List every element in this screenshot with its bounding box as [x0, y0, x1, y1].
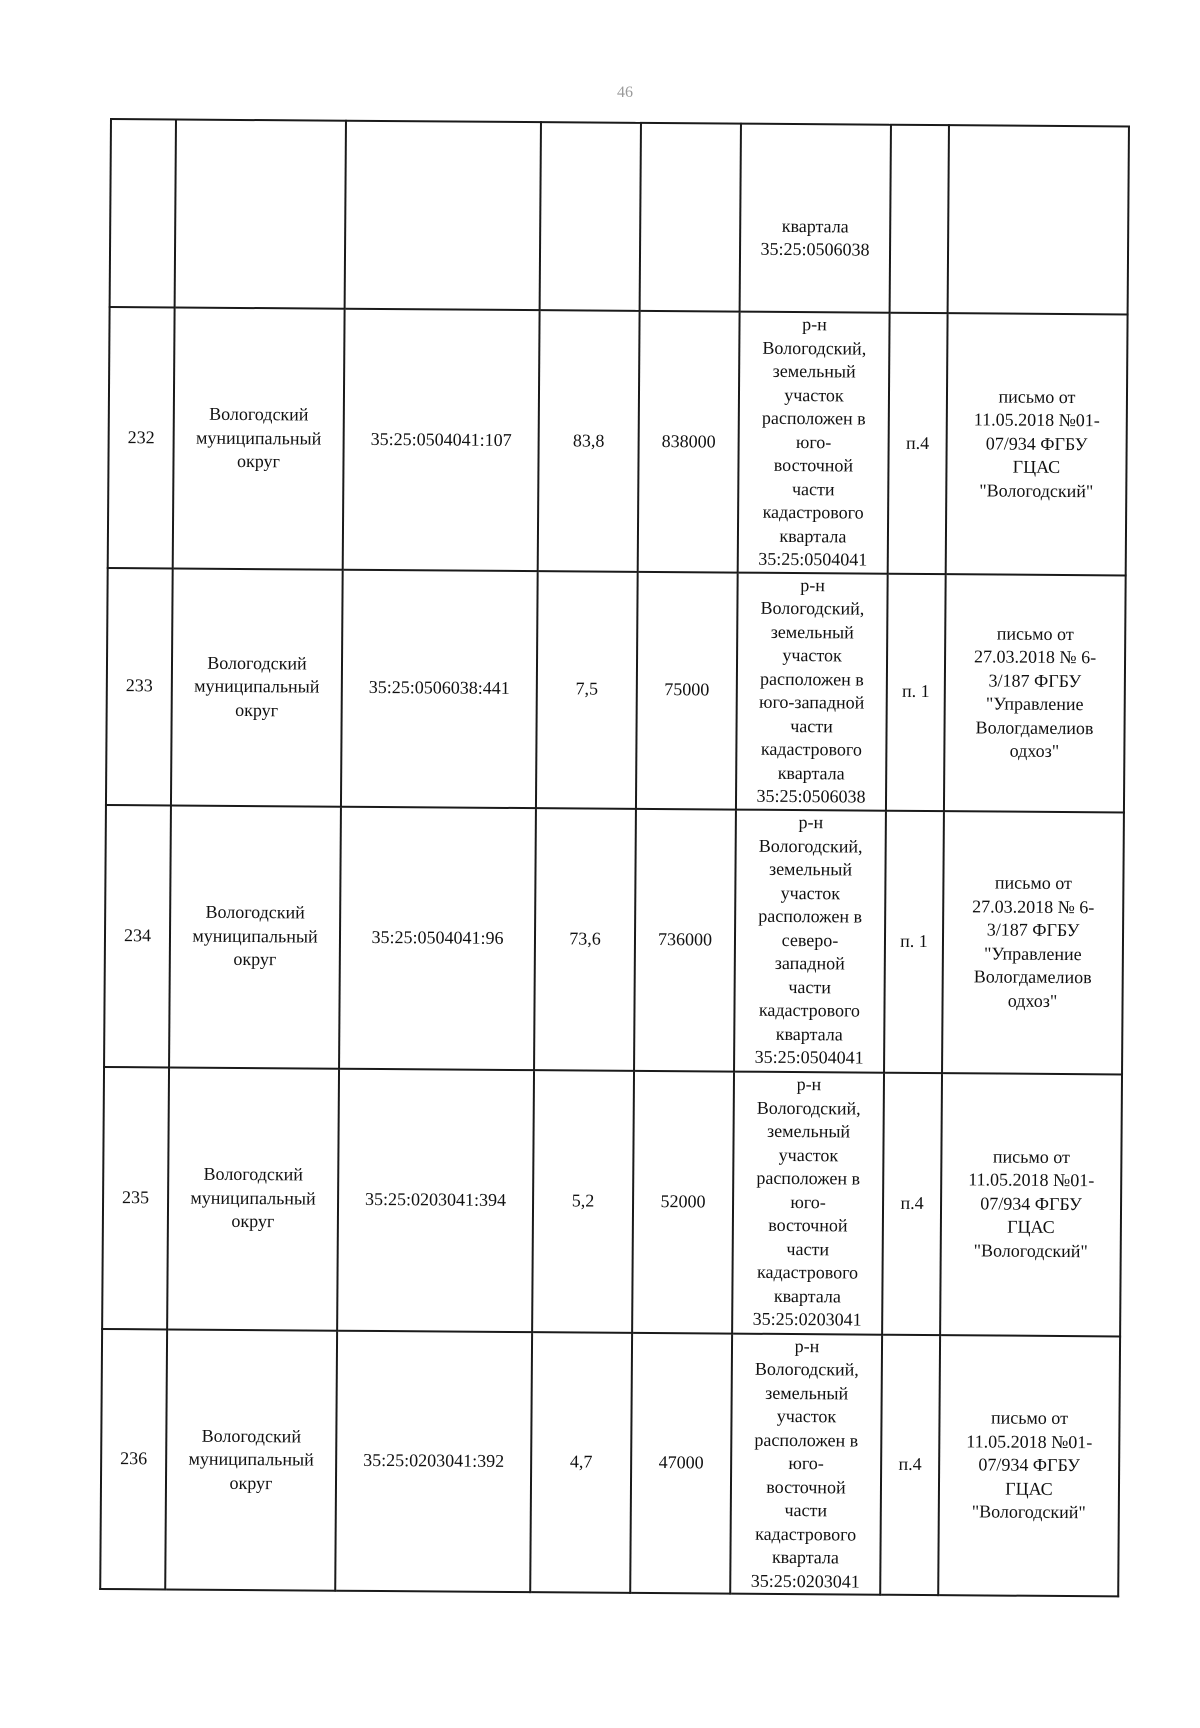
table-row	[108, 307, 1128, 575]
description-cell	[738, 312, 890, 574]
basis-line: ГЦАС	[1005, 1478, 1053, 1499]
municipality-line: Вологодский	[205, 901, 305, 923]
clause-cell: п.4	[882, 1072, 942, 1334]
clause-cell: п. 1	[884, 810, 944, 1072]
description-line: расположен в	[759, 668, 864, 690]
description-line: Вологодский,	[760, 597, 865, 619]
description-line: восточной	[768, 1215, 848, 1236]
description-line: 35:25:0203041	[752, 1308, 862, 1330]
description-line: расположен в	[754, 1429, 859, 1451]
description-line: земельный	[770, 621, 854, 642]
basis-line: "Вологодский"	[971, 1501, 1086, 1523]
basis-line: 3/187 ФГБУ	[986, 919, 1080, 941]
basis-line: 07/934 ФГБУ	[978, 1454, 1081, 1476]
description-line: восточной	[766, 1476, 846, 1497]
cadastral-number-cell: 35:25:0203041:392	[335, 1330, 532, 1592]
amount-cell: 52000	[632, 1070, 734, 1333]
description-cell	[730, 1333, 882, 1595]
description-line: р-н	[796, 1074, 822, 1095]
description-line: 35:25:0504041	[758, 548, 868, 570]
cadastral-number-cell: 35:25:0504041:107	[343, 309, 540, 571]
num-cell: 235	[102, 1066, 169, 1328]
amount-cell	[640, 123, 741, 312]
cadastral-number-cell: 35:25:0506038:441	[341, 569, 538, 807]
description-line: 35:25:0506038	[760, 238, 870, 260]
description-line: части	[786, 1238, 830, 1260]
description-line: р-н	[798, 812, 824, 833]
municipality-line: муниципальный	[188, 1448, 314, 1470]
description-line: юго-	[790, 1191, 826, 1213]
amount-cell: 47000	[630, 1332, 732, 1593]
clause-cell: п. 1	[886, 573, 946, 810]
area-cell	[540, 122, 641, 311]
description-line: 35:25:0504041	[754, 1047, 864, 1068]
basis-line: Вологдамелиов	[973, 966, 1092, 988]
description-line: 35:25:0203041	[750, 1570, 860, 1592]
municipality-line: Вологодский	[203, 1163, 303, 1185]
cadastral-number-cell: 35:25:0504041:96	[339, 806, 536, 1069]
basis-line: 11.05.2018 №01-	[968, 1169, 1095, 1191]
amount-cell: 736000	[634, 808, 736, 1071]
description-line: кадастрового	[756, 1262, 859, 1283]
basis-line: 11.05.2018 №01-	[966, 1430, 1093, 1452]
municipality-cell	[165, 1329, 337, 1591]
table-row	[100, 1328, 1120, 1596]
description-line: р-н	[794, 1335, 820, 1356]
basis-line: письмо от	[996, 623, 1074, 644]
municipality-line: муниципальный	[192, 925, 318, 947]
description-line: земельный	[765, 1382, 849, 1403]
num-cell: 232	[108, 307, 175, 568]
basis-cell	[948, 125, 1129, 314]
municipality-line: Вологодский	[201, 1425, 302, 1446]
num-cell: 236	[100, 1328, 167, 1589]
basis-line: 27.03.2018 № 6-	[973, 646, 1097, 668]
municipality-line: муниципальный	[190, 1187, 316, 1209]
municipality-line: округ	[236, 450, 280, 472]
area-cell: 7,5	[536, 571, 638, 809]
basis-cell	[944, 574, 1126, 812]
description-line: Вологодский,	[758, 835, 863, 857]
municipality-line: округ	[235, 699, 279, 720]
page-number: 46	[617, 84, 633, 101]
description-line: земельный	[768, 859, 853, 880]
description-line: части	[784, 1499, 828, 1521]
table-row	[102, 1066, 1122, 1335]
basis-cell	[938, 1335, 1120, 1597]
description-line: Вологодский,	[754, 1358, 859, 1380]
municipality-line: округ	[229, 1472, 273, 1493]
description-line: 35:25:0506038	[756, 785, 866, 807]
description-line: кадастрового	[762, 501, 864, 523]
basis-cell	[942, 811, 1124, 1074]
description-line: юго-западной	[759, 691, 865, 713]
basis-line: письмо от	[994, 872, 1072, 894]
description-line: участок	[776, 1405, 837, 1427]
area-cell: 73,6	[534, 808, 636, 1071]
description-line: квартала	[775, 1023, 843, 1045]
num-cell	[110, 119, 176, 307]
basis-line: 07/934 ФГБУ	[980, 1193, 1082, 1214]
description-line: квартала	[777, 762, 845, 783]
basis-line: "Вологодский"	[979, 479, 1094, 501]
cadastral-number-cell	[345, 121, 541, 310]
municipality-line: Вологодский	[207, 652, 307, 674]
description-line: Вологодский,	[762, 337, 867, 359]
area-cell: 83,8	[538, 310, 640, 571]
description-line: расположен в	[758, 906, 863, 927]
municipality-cell	[169, 805, 341, 1068]
clause-cell: п.4	[888, 313, 948, 574]
description-line: северо-	[781, 929, 839, 951]
description-line: р-н	[802, 314, 827, 335]
description-cell	[736, 572, 888, 810]
basis-line: одхоз"	[1007, 990, 1058, 1011]
description-line: квартала	[779, 525, 847, 546]
table-row	[106, 567, 1126, 811]
basis-line: "Вологодский"	[973, 1240, 1088, 1261]
municipality-cell	[175, 119, 346, 308]
description-line: части	[791, 478, 835, 499]
basis-line: "Управление	[984, 942, 1082, 964]
description-line: квартала	[773, 1285, 841, 1307]
description-cell	[734, 809, 886, 1072]
municipality-line: муниципальный	[195, 427, 322, 449]
amount-cell: 75000	[636, 571, 738, 809]
description-line: квартала	[781, 215, 849, 236]
description-line: земельный	[767, 1121, 851, 1142]
description-line: участок	[782, 644, 842, 666]
description-cell	[740, 124, 891, 313]
basis-line: письмо от	[990, 1407, 1069, 1429]
description-line: части	[788, 976, 831, 998]
document-sheet	[99, 118, 1128, 1597]
basis-line: письмо от	[998, 386, 1076, 407]
municipality-cell	[171, 568, 343, 806]
description-line: участок	[784, 384, 844, 405]
continuation-row	[110, 119, 1129, 314]
amount-cell: 838000	[638, 311, 740, 572]
cadastral-number-cell: 35:25:0203041:394	[337, 1068, 534, 1331]
basis-line: одхоз"	[1009, 740, 1060, 761]
area-cell: 5,2	[532, 1070, 634, 1333]
basis-line: 3/187 ФГБУ	[988, 669, 1082, 691]
num-cell: 233	[106, 567, 173, 804]
description-line: западной	[774, 953, 845, 974]
description-line: кадастрового	[755, 1523, 857, 1545]
description-line: кадастрового	[760, 738, 862, 760]
basis-line: Вологдамелиов	[975, 716, 1094, 738]
basis-line: "Управление	[985, 693, 1084, 715]
municipality-cell	[173, 307, 345, 569]
municipality-line: Вологодский	[209, 403, 309, 425]
description-line: квартала	[771, 1546, 840, 1568]
description-line: кадастрового	[758, 1000, 861, 1021]
description-line: юго-	[788, 1453, 824, 1474]
basis-cell	[946, 313, 1128, 575]
description-line: юго-	[795, 431, 832, 452]
basis-line: 11.05.2018 №01-	[973, 409, 1100, 431]
table-body	[100, 119, 1129, 1596]
description-line: участок	[778, 1144, 839, 1166]
description-line: Вологодский,	[756, 1097, 861, 1119]
clause-cell: п.4	[880, 1334, 940, 1595]
description-line: расположен в	[761, 407, 866, 429]
description-line: участок	[780, 882, 841, 904]
num-cell: 234	[104, 804, 171, 1066]
description-line: р-н	[800, 574, 825, 595]
municipality-line: муниципальный	[194, 675, 320, 697]
table-row	[104, 804, 1124, 1073]
basis-line: 27.03.2018 № 6-	[972, 895, 1095, 917]
basis-line: 07/934 ФГБУ	[985, 432, 1088, 454]
municipality-cell	[167, 1067, 339, 1330]
description-line: земельный	[772, 360, 856, 382]
basis-line: ГЦАС	[1012, 456, 1061, 477]
description-line: расположен в	[756, 1168, 861, 1189]
basis-line: ГЦАС	[1007, 1216, 1055, 1238]
description-cell	[732, 1071, 884, 1334]
area-cell: 4,7	[530, 1332, 632, 1593]
municipality-line: округ	[233, 949, 277, 970]
description-line: части	[790, 715, 833, 736]
basis-cell	[940, 1073, 1122, 1336]
clause-cell	[890, 125, 949, 313]
land-plot-table	[99, 118, 1130, 1597]
municipality-line: округ	[231, 1211, 275, 1232]
description-line: восточной	[773, 454, 854, 476]
basis-line: письмо от	[992, 1146, 1070, 1167]
